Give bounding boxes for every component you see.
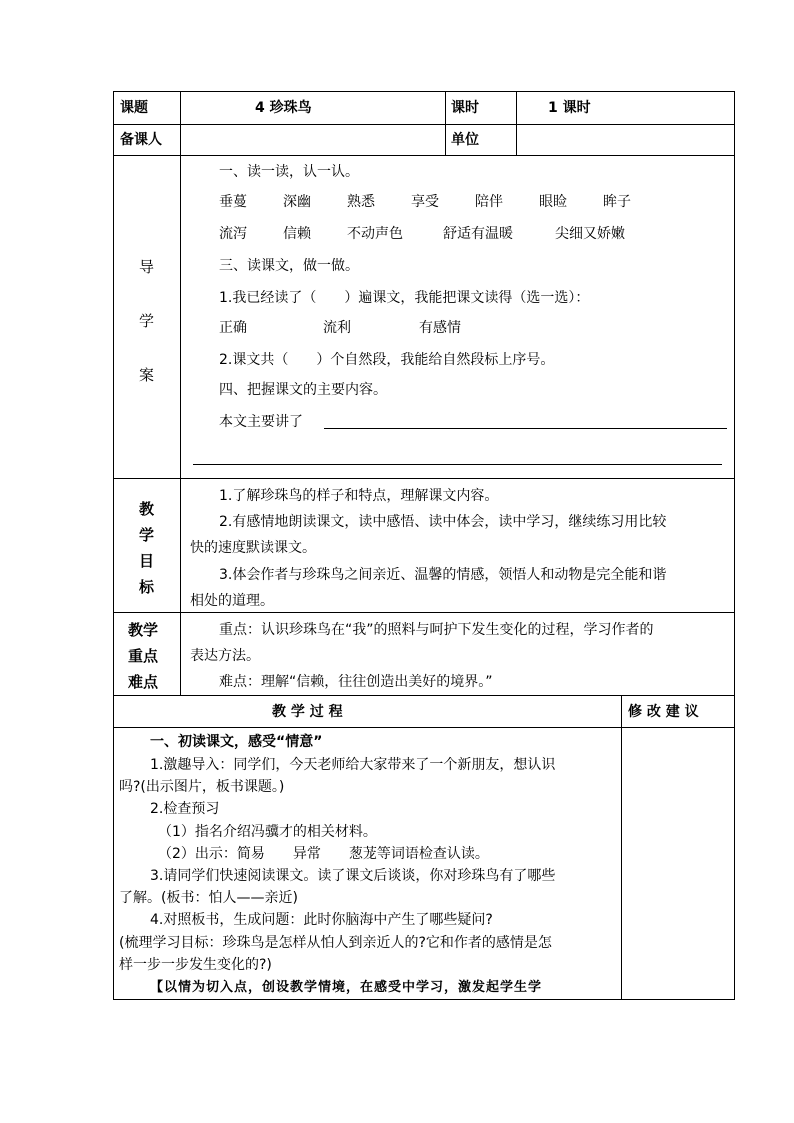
row-divider bbox=[113, 155, 735, 156]
vocab-word: 垂蔓 bbox=[219, 194, 247, 210]
process-line: 2.检查预习 bbox=[150, 801, 220, 817]
label-column-divider bbox=[180, 91, 181, 695]
vocab-word: 信赖 bbox=[283, 226, 311, 242]
suggestion-title: 修 改 建 议 bbox=[628, 704, 699, 720]
guide-side-label: 学 bbox=[139, 312, 155, 330]
question-2: 2.课文共（ ）个自然段，我能给自然段标上序号。 bbox=[219, 352, 555, 368]
preparer-label: 备课人 bbox=[120, 132, 162, 148]
header-column-divider bbox=[445, 91, 446, 155]
goal-item: 1.了解珍珠鸟的样子和特点，理解课文内容。 bbox=[219, 488, 499, 504]
period-value: 1 课时 bbox=[548, 100, 591, 116]
suggestion-column-divider bbox=[621, 695, 622, 1000]
vocab-word: 不动声色 bbox=[347, 226, 403, 242]
keypoints-side-label: 教学 bbox=[128, 621, 159, 639]
answer-line bbox=[193, 464, 722, 465]
table-border-right bbox=[734, 91, 735, 1000]
guide-side-label: 导 bbox=[139, 258, 155, 276]
goals-side-label: 教 bbox=[139, 500, 155, 518]
process-line: 4.对照板书，生成问题：此时你脑海中产生了哪些疑问? bbox=[150, 912, 493, 928]
process-line: 样一步一步发生变化的?) bbox=[119, 957, 272, 973]
process-note: 【以情为切入点，创设教学情境，在感受中学习，激发起学生学 bbox=[150, 980, 543, 995]
table-border-bottom bbox=[113, 999, 735, 1000]
goals-side-label: 目 bbox=[139, 552, 155, 570]
process-line: 1.激趣导入：同学们，今天老师给大家带来了一个新朋友，想认识 bbox=[150, 757, 556, 773]
topic-label: 课题 bbox=[120, 100, 148, 116]
keypoints-side-label: 难点 bbox=[128, 673, 159, 691]
vocab-word: 流泻 bbox=[219, 226, 247, 242]
option-word: 正确 bbox=[219, 320, 247, 336]
vocab-word: 享受 bbox=[411, 194, 439, 210]
process-line: (梳理学习目标：珍珠鸟是怎样从怕人到亲近人的?它和作者的感情是怎 bbox=[119, 935, 552, 951]
row-divider bbox=[113, 695, 735, 696]
section-heading: 三、读课文，做一做。 bbox=[219, 258, 359, 274]
vocab-word: 陪伴 bbox=[475, 194, 503, 210]
option-word: 有感情 bbox=[419, 320, 461, 336]
row-divider bbox=[113, 478, 735, 479]
vocab-word: 熟悉 bbox=[347, 194, 375, 210]
answer-line bbox=[324, 428, 727, 429]
section-heading: 一、读一读，认一认。 bbox=[219, 164, 359, 180]
table-border-top bbox=[113, 91, 735, 92]
goal-item: 2.有感情地朗读课文，读中感悟、读中体会，读中学习，继续练习用比较 bbox=[219, 514, 667, 530]
vocab-word: 眸子 bbox=[603, 194, 631, 210]
process-line: 了解。(板书：怕人——亲近) bbox=[119, 890, 298, 906]
process-line: （2）出示：简易 异常 葱茏等词语检查认读。 bbox=[158, 846, 489, 862]
goal-item: 3.体会作者与珍珠鸟之间亲近、温馨的情感，领悟人和动物是完全能和谐 bbox=[219, 567, 667, 583]
goal-item: 相处的道理。 bbox=[190, 593, 274, 609]
guide-side-label: 案 bbox=[139, 366, 155, 384]
table-border-left bbox=[113, 91, 114, 1000]
row-divider bbox=[113, 124, 735, 125]
key-point: 表达方法。 bbox=[190, 648, 260, 664]
process-line: 3.请同学们快速阅读课文。读了课文后谈谈，你对珍珠鸟有了哪些 bbox=[150, 868, 556, 884]
goals-side-label: 学 bbox=[139, 526, 155, 544]
section-heading: 四、把握课文的主要内容。 bbox=[219, 382, 387, 398]
keypoints-side-label: 重点 bbox=[128, 647, 159, 665]
vocab-word: 眼睑 bbox=[539, 194, 567, 210]
option-word: 流利 bbox=[323, 320, 351, 336]
summary-prompt: 本文主要讲了 bbox=[219, 414, 303, 430]
goal-item: 快的速度默读课文。 bbox=[190, 540, 316, 556]
row-divider bbox=[113, 612, 735, 613]
unit-label: 单位 bbox=[451, 132, 479, 148]
key-point: 重点：认识珍珠鸟在“我”的照料与呵护下发生变化的过程，学习作者的 bbox=[219, 622, 654, 638]
process-section-heading: 一、初读课文，感受“情意” bbox=[150, 734, 323, 750]
question-1: 1.我已经读了（ ）遍课文，我能把课文读得（选一选）： bbox=[219, 290, 590, 306]
row-divider bbox=[113, 727, 735, 728]
difficult-point: 难点：理解“信赖，往往创造出美好的境界。” bbox=[219, 674, 493, 690]
goals-side-label: 标 bbox=[139, 578, 155, 596]
vocab-word: 舒适有温暖 bbox=[443, 226, 513, 242]
process-title: 教 学 过 程 bbox=[272, 704, 343, 720]
vocab-word: 尖细又娇嫩 bbox=[555, 226, 625, 242]
topic-value: 4 珍珠鸟 bbox=[255, 100, 312, 116]
vocab-word: 深幽 bbox=[283, 194, 311, 210]
process-line: 吗?(出示图片，板书课题。) bbox=[119, 779, 285, 795]
process-line: （1）指名介绍冯骥才的相关材料。 bbox=[158, 824, 377, 840]
header-column-divider bbox=[516, 91, 517, 155]
period-label: 课时 bbox=[451, 100, 479, 116]
